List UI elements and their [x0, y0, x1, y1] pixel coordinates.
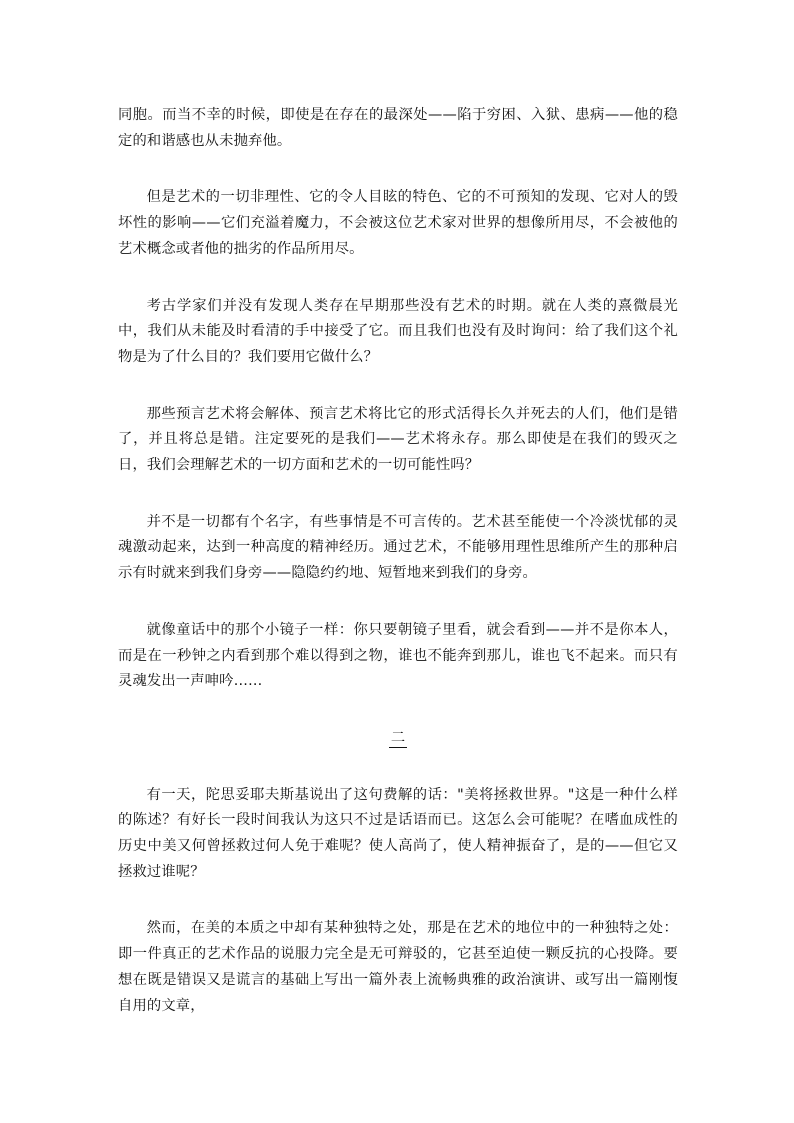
- paragraph-5: 并不是一切都有个名字，有些事情是不可言传的。艺术甚至能使一个冷淡忧郁的灵魂激动起来，达到一种高度的精神经历。通过艺术，不能够用理性思维所产生的那种启示有时就来到我们身旁——隐隐约约地、短暂地来到我们的身旁。: [118, 513, 678, 582]
- paragraph-4: 那些预言艺术将会解体、预言艺术将比它的形式活得长久并死去的人们，他们是错了，并且将总是错。注定要死的是我们——艺术将永存。那么即使是在我们的毁灭之日，我们会理解艺术的一切方面和艺术的一切可能性吗？: [118, 405, 678, 474]
- document-page: [118, 103, 678, 1050]
- paragraph-3: 考古学家们并没有发现人类存在早期那些没有艺术的时期。就在人类的熹微晨光中，我们从未能及时看清的手中接受了它。而且我们也没有及时询问：给了我们这个礼物是为了什么目的？我们要用它做什么？: [118, 297, 678, 365]
- paragraph-6: 就像童话中的那个小镜子一样：你只要朝镜子里看，就会看到——并不是你本人，而是在一秒钟之内看到那个难以得到之物，谁也不能奔到那儿，谁也飞不起来。而只有灵魂发出一声呻吟……: [118, 621, 678, 690]
- section-number: 二: [390, 729, 406, 746]
- paragraph-1: 同胞。而当不幸的时候，即使是在存在的最深处——陷于穷困、入狱、患病——他的稳定的和谐感也从未抛弃他。: [118, 107, 678, 149]
- paragraph-8: 然而，在美的本质之中却有某种独特之处，那是在艺术的地位中的一种独特之处：即一件真正的艺术作品的说服力完全是无可辩驳的，它甚至迫使一颗反抗的心投降。要想在既是错误又是谎言的基础上写出一篇外表上流畅典雅的政治演讲、或写出一篇刚愎自用的文章，: [118, 920, 678, 1014]
- paragraph-7: 有一天，陀思妥耶夫斯基说出了这句费解的话："美将拯救世界。"这是一种什么样的陈述？有好长一段时间我认为这只不过是话语而已。这怎么会可能呢？在嗜血成性的历史中美又何曾拯救过何人免于难呢？使人高尚了，使人精神振奋了，是的——但它又拯救过谁呢？: [118, 786, 678, 880]
- paragraph-2: 但是艺术的一切非理性、它的令人目眩的特色、它的不可预知的发现、它对人的毁坏性的影响——它们充溢着魔力，不会被这位艺术家对世界的想像所用尽，不会被他的艺术概念或者他的拙劣的作品所用尽。: [118, 189, 678, 257]
- section-heading: [118, 726, 678, 752]
